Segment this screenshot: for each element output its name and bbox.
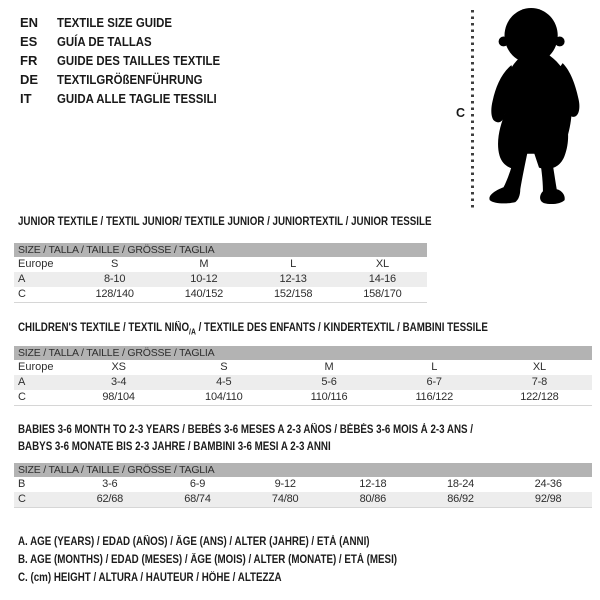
junior-size-table [14, 243, 427, 303]
table-cell: 12-13 [279, 273, 307, 285]
table-row-height [14, 492, 592, 507]
size-header-bar: SIZE / TALLA / TAILLE / GRÖSSE / TAGLIA [14, 346, 592, 360]
footnote-c: C. (cm) HEIGHT / ALTURA / HAUTEUR / HÖHE / ALTEZZA [18, 572, 282, 584]
table-cell: 6-9 [189, 478, 206, 490]
table-cell: 116/122 [415, 391, 453, 403]
size-header-bar: SIZE / TALLA / TAILLE / GRÖSSE / TAGLIA [14, 243, 427, 257]
table-cell: 3-4 [110, 376, 127, 388]
table-cell: XS [111, 361, 126, 373]
language-code: ES [20, 34, 38, 49]
language-row-es [20, 32, 242, 51]
language-row-fr [20, 51, 242, 70]
heading-line-1: BABIES 3-6 MONTH TO 2-3 YEARS / BEBÉS 3-6 MESES A 2-3 AÑOS / BÉBÉS 3-6 MOIS À 2-3 ANS / [18, 424, 474, 436]
table-cell: XL [532, 361, 546, 373]
language-title: GUIDA ALLE TAGLIE TESSILI [57, 91, 217, 106]
table-row-height [14, 390, 592, 405]
table-cell: 74/80 [271, 493, 299, 505]
language-code: IT [20, 91, 32, 106]
table-cell: M [324, 361, 334, 373]
table-row-age-months [14, 477, 592, 492]
table-cell: 62/68 [96, 493, 124, 505]
table-cell: 8-10 [104, 273, 126, 285]
language-row-it [20, 89, 242, 108]
table-cell: 98/104 [102, 391, 135, 403]
language-code: EN [20, 15, 39, 30]
language-title: TEXTILE SIZE GUIDE [57, 15, 173, 30]
table-cell: L [290, 258, 297, 270]
babies-section-heading [18, 422, 473, 456]
language-title: GUIDE DES TAILLES TEXTILE [57, 53, 221, 68]
table-cell: 68/74 [184, 493, 211, 505]
table-cell: 9-12 [274, 478, 296, 490]
row-label: Europe [18, 361, 54, 373]
table-cell: 10-12 [190, 273, 218, 285]
table-cell: 110/116 [310, 391, 348, 403]
baby-silhouette-icon [478, 6, 600, 208]
table-cell: S [220, 361, 228, 373]
table-cell: 12-18 [359, 478, 387, 490]
language-title: GUÍA DE TALLAS [57, 34, 152, 49]
table-cell: 140/152 [184, 288, 224, 300]
row-label: A [18, 376, 26, 388]
row-label: Europe [18, 258, 54, 270]
language-code: FR [20, 53, 38, 68]
table-cell: 80/86 [359, 493, 387, 505]
language-row-de [20, 70, 242, 89]
footnotes [18, 533, 464, 587]
table-cell: 5-6 [321, 376, 337, 388]
table-cell: 152/158 [273, 288, 313, 300]
table-cell: S [111, 258, 119, 270]
row-label: B [18, 478, 26, 490]
table-cell: 104/110 [205, 391, 243, 403]
table-cell: M [199, 258, 209, 270]
table-row-age [14, 375, 592, 390]
language-title: TEXTILGRÖßENFÜHRUNG [57, 72, 203, 87]
heading-line-2: BABYS 3-6 MONATE BIS 2-3 JAHRE / BAMBINI 3-6 MESI A 2-3 ANNI [18, 441, 331, 453]
row-label: C [18, 288, 26, 300]
table-cell: 24-36 [534, 478, 562, 490]
table-row-europe [14, 360, 592, 375]
language-title-block [20, 13, 242, 108]
table-cell: 4-5 [216, 376, 232, 388]
table-row-height [14, 287, 427, 302]
heading-text: / TEXTILE DES ENFANTS / KINDERTEXTIL / BAMBINI TESSILE [195, 322, 488, 334]
height-measure-dotted-line [471, 10, 474, 208]
heading-text: CHILDREN'S TEXTILE / TEXTIL NIÑO [18, 322, 190, 334]
table-cell: 7-8 [531, 376, 548, 388]
table-cell: 6-7 [426, 376, 442, 388]
table-cell: L [431, 361, 438, 373]
heading-subscript: /A [189, 327, 196, 337]
height-measure-label: C [456, 106, 466, 120]
table-cell: 14-16 [368, 273, 396, 285]
junior-section-heading: JUNIOR TEXTILE / TEXTIL JUNIOR/ TEXTILE JUNIOR / JUNIORTEXTIL / JUNIOR TESSILE [18, 216, 432, 228]
footnote-b: B. AGE (MONTHS) / EDAD (MESES) / ÂGE (MOIS) / ALTER (MONATE) / ETÀ (MESI) [18, 554, 398, 566]
size-header-bar: SIZE / TALLA / TAILLE / GRÖSSE / TAGLIA [14, 463, 592, 477]
table-cell: 128/140 [95, 288, 134, 300]
row-label: C [18, 391, 26, 403]
table-row-europe [14, 257, 427, 272]
table-cell: XL [375, 258, 389, 270]
row-label: C [18, 493, 26, 505]
language-row-en [20, 13, 242, 32]
table-cell: 86/92 [447, 493, 474, 505]
table-row-age [14, 272, 427, 287]
table-cell: 18-24 [446, 478, 475, 490]
row-label: A [18, 273, 26, 285]
table-cell: 158/170 [363, 288, 402, 300]
table-cell: 3-6 [102, 478, 118, 490]
babies-size-table [14, 463, 592, 508]
table-cell: 92/98 [534, 493, 562, 505]
footnote-a: A. AGE (YEARS) / EDAD (AÑOS) / ÂGE (ANS) / ALTER (JAHRE) / ETÀ (ANNI) [18, 536, 370, 548]
children-section-heading [18, 322, 488, 336]
language-code: DE [20, 72, 39, 87]
table-cell: 122/128 [520, 391, 559, 403]
children-size-table [14, 346, 592, 406]
